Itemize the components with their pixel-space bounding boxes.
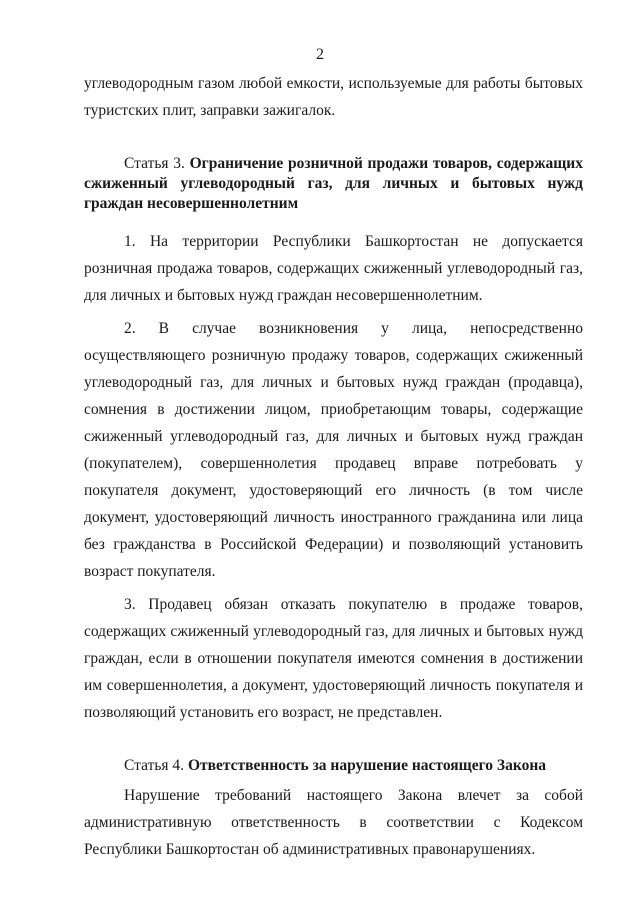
article-3-paragraph-3: 3. Продавец обязан отказать покупателю в продаже товаров, содержащих сжиженный углеводородный газ, для личных и бытовых нужд граждан, если в отношении покупателя имеются сомнения в достижении им совершеннолетия, а документ, удостоверяющий личность покупателя и позволяющий установить его возраст, не представлен.	[84, 596, 583, 721]
article-3-heading	[84, 154, 583, 214]
document-body	[84, 70, 583, 863]
article-4-title: Ответственность за нарушение настоящего Закона	[187, 757, 547, 774]
article-3-title: Ограничение розничной продажи товаров, содержащих сжиженный углеводородный газ, для личных и бытовых нужд граждан несовершеннолетним	[84, 155, 583, 212]
article-4-heading	[84, 756, 583, 776]
article-4-paragraph-1: Нарушение требований настоящего Закона влечет за собой административную ответственность в соответствии с Кодексом Республики Башкортостан об административных правонарушениях.	[84, 787, 583, 858]
article-3-paragraph-2: 2. В случае возникновения у лица, непосредственно осуществляющего розничную продажу товаров, содержащих сжиженный углеводородный газ, для личных и бытовых нужд граждан (продавца), сомнения в достижении лицом, приобретающим товары, содержащие сжиженный углеводородный газ, для личных и бытовых нужд граждан (покупателем), совершеннолетия продавец вправе потребовать у покупателя документ, удостоверяющий его личность (в том числе документ, удостоверяющий личность иностранного гражданина или лица без гражданства в Российской Федерации) и позволяющий установить возраст покупателя.	[84, 320, 583, 580]
intro-paragraph: углеводородным газом любой емкости, используемые для работы бытовых туристских плит, заправки зажигалок.	[84, 75, 583, 119]
article-3-label: Статья 3.	[124, 155, 185, 172]
page-number: 2	[316, 46, 324, 63]
article-4-label: Статья 4.	[124, 757, 185, 774]
article-3-paragraph-1: 1. На территории Республики Башкортостан не допускается розничная продажа товаров, содержащих сжиженный углеводородный газ, для личных и бытовых нужд граждан несовершеннолетним.	[84, 233, 583, 304]
